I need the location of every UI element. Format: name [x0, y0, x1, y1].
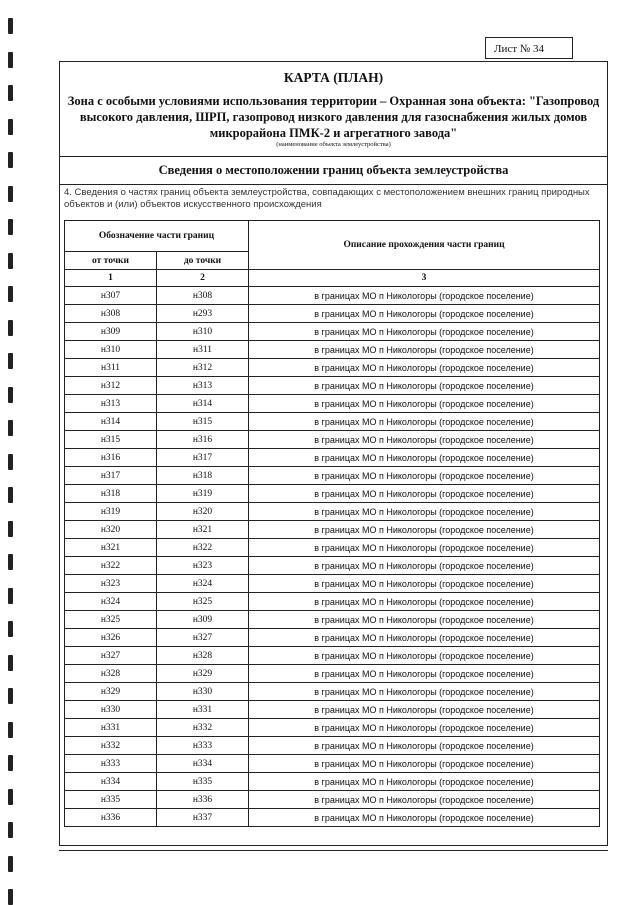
boundary-table [64, 220, 600, 827]
from-point: н308 [65, 305, 157, 323]
from-point: н318 [65, 485, 157, 503]
to-point: н321 [157, 521, 249, 539]
table-row [65, 593, 600, 611]
binding-hole [8, 387, 13, 403]
from-point: н321 [65, 539, 157, 557]
table-row [65, 287, 600, 305]
to-point: н314 [157, 395, 249, 413]
part-description: в границах МО п Никологоры (городское поселение) [249, 557, 600, 575]
part-description: в границах МО п Никологоры (городское поселение) [249, 809, 600, 827]
to-point: н329 [157, 665, 249, 683]
to-point: н337 [157, 809, 249, 827]
bottom-divider [59, 850, 608, 851]
table-row [65, 773, 600, 791]
from-point: н315 [65, 431, 157, 449]
part-description: в границах МО п Никологоры (городское поселение) [249, 359, 600, 377]
to-point: н317 [157, 449, 249, 467]
binding-hole [8, 856, 13, 872]
table-row [65, 503, 600, 521]
from-point: н314 [65, 413, 157, 431]
binding-hole [8, 152, 13, 168]
binding-hole [8, 353, 13, 369]
part-description: в границах МО п Никологоры (городское поселение) [249, 737, 600, 755]
part-description: в границах МО п Никологоры (городское поселение) [249, 593, 600, 611]
to-point: н332 [157, 719, 249, 737]
part-description: в границах МО п Никологоры (городское поселение) [249, 683, 600, 701]
to-point: н327 [157, 629, 249, 647]
table-row [65, 521, 600, 539]
from-point: н335 [65, 791, 157, 809]
part-description: в границах МО п Никологоры (городское поселение) [249, 575, 600, 593]
binding-hole [8, 755, 13, 771]
binding-hole [8, 789, 13, 805]
document-frame [59, 61, 608, 846]
from-point: н313 [65, 395, 157, 413]
to-point: н310 [157, 323, 249, 341]
table-row [65, 305, 600, 323]
table-row [65, 341, 600, 359]
col-number-2: 2 [157, 270, 249, 287]
from-point: н333 [65, 755, 157, 773]
doc-title: КАРТА (ПЛАН) [283, 70, 384, 85]
to-point: н323 [157, 557, 249, 575]
table-row [65, 377, 600, 395]
zone-caption: (наименование объекта землеустройства) [276, 141, 391, 148]
table-row [65, 647, 600, 665]
from-point: н326 [65, 629, 157, 647]
part-description: в границах МО п Никологоры (городское поселение) [249, 431, 600, 449]
from-point: н316 [65, 449, 157, 467]
binding-hole [8, 889, 13, 905]
binding-hole [8, 52, 13, 68]
table-row [65, 791, 600, 809]
table-row [65, 449, 600, 467]
part-description: в границах МО п Никологоры (городское поселение) [249, 287, 600, 305]
to-point: н334 [157, 755, 249, 773]
table-row [65, 737, 600, 755]
binding-hole [8, 119, 13, 135]
to-point: н333 [157, 737, 249, 755]
to-point: н336 [157, 791, 249, 809]
to-point: н328 [157, 647, 249, 665]
binding-hole [8, 621, 13, 637]
from-point: н312 [65, 377, 157, 395]
table-row [65, 665, 600, 683]
part-description: в границах МО п Никологоры (городское поселение) [249, 449, 600, 467]
to-point: н316 [157, 431, 249, 449]
from-point: н322 [65, 557, 157, 575]
table-row [65, 557, 600, 575]
to-point: н320 [157, 503, 249, 521]
table-row [65, 431, 600, 449]
part-description: в границах МО п Никологоры (городское поселение) [249, 539, 600, 557]
to-point: н311 [157, 341, 249, 359]
from-point: н331 [65, 719, 157, 737]
from-point: н336 [65, 809, 157, 827]
table-body [65, 287, 600, 827]
section-note: 4. Сведения о частях границ объекта землеустройства, совпадающих с местоположением внешних границ природных объектов и (или) объектов искусственного происхождения [64, 187, 590, 210]
table-row [65, 719, 600, 737]
to-point: н315 [157, 413, 249, 431]
from-point: н328 [65, 665, 157, 683]
to-point: н319 [157, 485, 249, 503]
from-point: н323 [65, 575, 157, 593]
part-description: в границах МО п Никологоры (городское поселение) [249, 413, 600, 431]
to-point: н331 [157, 701, 249, 719]
header-to: до точки [157, 252, 249, 270]
col-number-1: 1 [65, 270, 157, 287]
table-row [65, 485, 600, 503]
binding-hole [8, 688, 13, 704]
binding-hole [8, 18, 13, 34]
table-row [65, 611, 600, 629]
to-point: н330 [157, 683, 249, 701]
binding-hole [8, 588, 13, 604]
part-description: в границах МО п Никологоры (городское поселение) [249, 395, 600, 413]
table-row [65, 413, 600, 431]
from-point: н329 [65, 683, 157, 701]
to-point: н293 [157, 305, 249, 323]
binding-hole [8, 487, 13, 503]
sheet-number: Лист № 34 [485, 37, 573, 59]
binding-hole [8, 822, 13, 838]
part-description: в границах МО п Никологоры (городское поселение) [249, 377, 600, 395]
part-description: в границах МО п Никологоры (городское поселение) [249, 485, 600, 503]
table-row [65, 683, 600, 701]
part-description: в границах МО п Никологоры (городское поселение) [249, 773, 600, 791]
divider [60, 156, 607, 157]
part-description: в границах МО п Никологоры (городское поселение) [249, 323, 600, 341]
table-row [65, 755, 600, 773]
table-row [65, 575, 600, 593]
to-point: н322 [157, 539, 249, 557]
to-point: н318 [157, 467, 249, 485]
table-row [65, 701, 600, 719]
from-point: н325 [65, 611, 157, 629]
part-description: в границах МО п Никологоры (городское поселение) [249, 647, 600, 665]
binding-hole [8, 454, 13, 470]
from-point: н330 [65, 701, 157, 719]
table-row [65, 359, 600, 377]
zone-description: Зона с особыми условиями использования территории – Охранная зона объекта: "Газопровод высокого давления, ШРП, газопровод низкого давления для газоснабжения жилых домов микрорайона ПМК-2 и агрегатного завода" [67, 94, 600, 140]
part-description: в границах МО п Никологоры (городское поселение) [249, 305, 600, 323]
header-parts: Обозначение части границ [65, 221, 249, 252]
table-row [65, 809, 600, 827]
from-point: н310 [65, 341, 157, 359]
part-description: в границах МО п Никологоры (городское поселение) [249, 611, 600, 629]
binding-hole [8, 320, 13, 336]
part-description: в границах МО п Никологоры (городское поселение) [249, 467, 600, 485]
part-description: в границах МО п Никологоры (городское поселение) [249, 503, 600, 521]
part-description: в границах МО п Никологоры (городское поселение) [249, 719, 600, 737]
from-point: н307 [65, 287, 157, 305]
part-description: в границах МО п Никологоры (городское поселение) [249, 629, 600, 647]
binding-hole [8, 521, 13, 537]
to-point: н309 [157, 611, 249, 629]
binding-hole [8, 554, 13, 570]
binding-hole [8, 655, 13, 671]
binding-hole [8, 219, 13, 235]
to-point: н335 [157, 773, 249, 791]
binding-hole [8, 286, 13, 302]
binding-hole [8, 186, 13, 202]
to-point: н312 [157, 359, 249, 377]
part-description: в границах МО п Никологоры (городское поселение) [249, 755, 600, 773]
from-point: н311 [65, 359, 157, 377]
part-description: в границах МО п Никологоры (городское поселение) [249, 341, 600, 359]
binding-hole [8, 85, 13, 101]
binding-holes [6, 0, 20, 905]
from-point: н319 [65, 503, 157, 521]
section-title: Сведения о местоположении границ объекта землеустройства [158, 163, 509, 177]
to-point: н324 [157, 575, 249, 593]
header-description: Описание прохождения части границ [249, 221, 600, 270]
from-point: н332 [65, 737, 157, 755]
to-point: н308 [157, 287, 249, 305]
table-row [65, 629, 600, 647]
from-point: н309 [65, 323, 157, 341]
divider [60, 184, 607, 185]
part-description: в границах МО п Никологоры (городское поселение) [249, 665, 600, 683]
from-point: н324 [65, 593, 157, 611]
binding-hole [8, 253, 13, 269]
binding-hole [8, 420, 13, 436]
part-description: в границах МО п Никологоры (городское поселение) [249, 791, 600, 809]
table-row [65, 539, 600, 557]
table-row [65, 323, 600, 341]
table-row [65, 395, 600, 413]
from-point: н317 [65, 467, 157, 485]
from-point: н320 [65, 521, 157, 539]
to-point: н313 [157, 377, 249, 395]
part-description: в границах МО п Никологоры (городское поселение) [249, 701, 600, 719]
to-point: н325 [157, 593, 249, 611]
from-point: н327 [65, 647, 157, 665]
from-point: н334 [65, 773, 157, 791]
part-description: в границах МО п Никологоры (городское поселение) [249, 521, 600, 539]
binding-hole [8, 722, 13, 738]
col-number-3: 3 [249, 270, 600, 287]
header-from: от точки [65, 252, 157, 270]
table-row [65, 467, 600, 485]
